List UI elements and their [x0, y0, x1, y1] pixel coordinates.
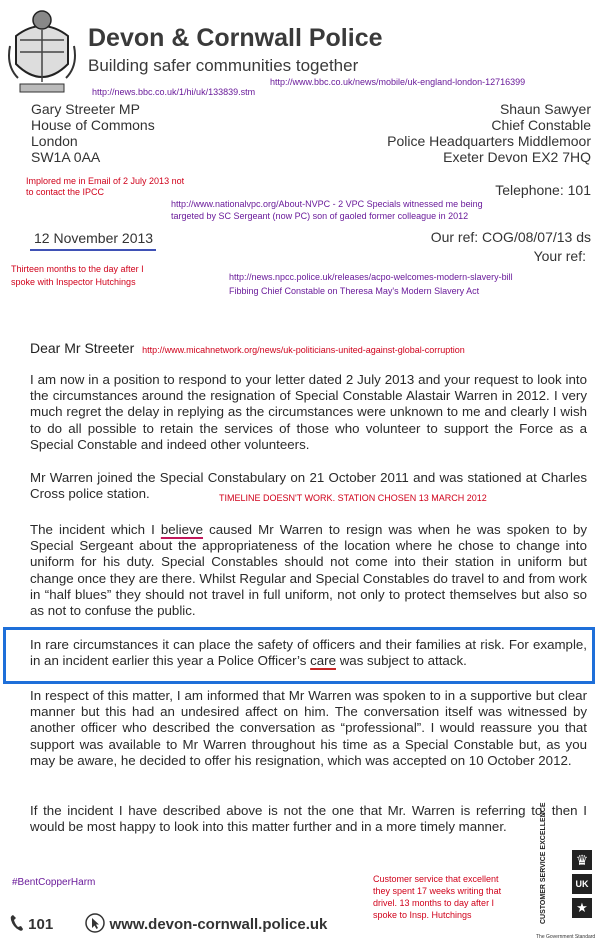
annotation-hashtag[interactable]: #BentCopperHarm [12, 877, 96, 888]
star-icon: ★ [572, 898, 592, 918]
org-tagline: Building safer communities together [88, 56, 359, 75]
annotation-nvpc[interactable]: http://www.nationalvpc.org/About-NVPC - 2 VPC Specials witnessed me being targeted by SC Sergeant (now PC) son of gaoled former colleague in 2012 [171, 199, 483, 221]
org-name: Devon & Cornwall Police [88, 24, 383, 52]
underlined-believe: believe [160, 522, 204, 537]
footer-website[interactable]: www.devon-cornwall.police.uk [109, 915, 328, 933]
paragraph-5: In respect of this matter, I am informed that Mr Warren was spoken to in a supportive but clear manner but this had an undesired affect on him. The conversation itself was witnessed by another officer who described the conversation as “professional”. I would reassure you that support was available to Mr Warren throughout his time as a Special Constable but, as you may be aware, he decided to offer his resignation, which was accepted on 10 October 2012. [30, 688, 587, 768]
paragraph-3: The incident which I believe caused Mr Warren to resign was when he was spoken to by Special Sergeant about the appropriateness of the location where he chose to change into uniform for his duty. Special Constables should not come into their station in uniform but change once they are there. Whilst Regular and Special Constables do travel to and from work in “half blues” they should not travel in full uniform, not only to protect themselves but also so as not to confuse the public. [30, 522, 587, 619]
police-crest-logo [6, 6, 78, 98]
date-underline [30, 249, 156, 251]
your-ref: Your ref: [533, 248, 586, 264]
sender-line: Shaun Sawyer [499, 101, 591, 117]
salutation: Dear Mr Streeter http://www.micahnetwork.org/news/uk-politicians-united-against-global-corruption [30, 340, 465, 356]
paragraph-4: In rare circumstances it can place the safety of officers and their families at risk. For example, in an incident earlier this year a Police Officer’s care was subject to attack. [30, 637, 587, 669]
cursor-icon [85, 913, 105, 937]
annotation-customer-service: Customer service that excellent they spent 17 weeks writing that drivel. 13 months to day after I spoke to Insp. Hutchings [373, 874, 502, 920]
recipient-address [31, 101, 155, 165]
badge-uk: UK [572, 874, 592, 894]
recipient-line: House of Commons [31, 117, 155, 133]
sender-address [387, 101, 591, 165]
annotation-bbc-link-1[interactable]: http://news.bbc.co.uk/1/hi/uk/133839.stm [92, 87, 256, 97]
letter-date: 12 November 2013 [34, 230, 154, 246]
paragraph-6: If the incident I have described above is not the one that Mr. Warren is referring to, then I would be most happy to look into this matter further and in a more timely manner. [30, 803, 587, 835]
crown-icon: ♛ [572, 850, 592, 870]
paragraph-1: I am now in a position to respond to your letter dated 2 July 2013 and your request to look into the circumstances around the resignation of Special Constable Alastair Warren in 2012. I very much regret the delay in replying as the circumstances were unknown to me and clearly I wish to do all possible to retain the services of those who volunteer to support the Force as a Special Constable and indeed other volunteers. [30, 372, 587, 452]
badge-text: CUSTOMER SERVICE EXCELLENCE [540, 802, 547, 924]
sender-line: Exeter Devon EX2 7HQ [443, 149, 591, 165]
sender-telephone: Telephone: 101 [495, 182, 591, 198]
annotation-thirteen-months: Thirteen months to the day after I spoke with Inspector Hutchings [11, 264, 144, 287]
annotation-ipcc-note: Implored me in Email of 2 July 2013 not to contact the IPCC [26, 176, 185, 197]
annotation-timeline: TIMELINE DOESN'T WORK. STATION CHOSEN 13 MARCH 2012 [219, 493, 487, 503]
footer [10, 913, 327, 937]
phone-icon [10, 914, 24, 936]
our-ref: Our ref: COG/08/07/13 ds [430, 229, 591, 245]
recipient-line: SW1A 0AA [31, 149, 101, 165]
recipient-line: Gary Streeter MP [31, 101, 140, 117]
recipient-line: London [31, 133, 78, 149]
annotation-micah-link[interactable]: http://www.micahnetwork.org/news/uk-politicians-united-against-global-corruption [142, 345, 465, 355]
paragraph-2: Mr Warren joined the Special Constabulary on 21 October 2011 and was stationed at Charles Cross police station. [30, 470, 587, 502]
customer-service-excellence-badge [536, 802, 596, 942]
underlined-care: care [310, 653, 336, 669]
annotation-bbc-link-2[interactable]: http://www.bbc.co.uk/news/mobile/uk-england-london-12716399 [270, 77, 526, 87]
sender-line: Chief Constable [491, 117, 591, 133]
sender-line: Police Headquarters Middlemoor [387, 133, 591, 149]
footer-phone: 101 [28, 915, 54, 933]
badge-small-text: The Government Standard [536, 934, 596, 940]
annotation-npcc[interactable]: http://news.npcc.police.uk/releases/acpo-welcomes-modern-slavery-bill Fibbing Chief Constable on Theresa May's Modern Slavery Act [229, 272, 513, 296]
